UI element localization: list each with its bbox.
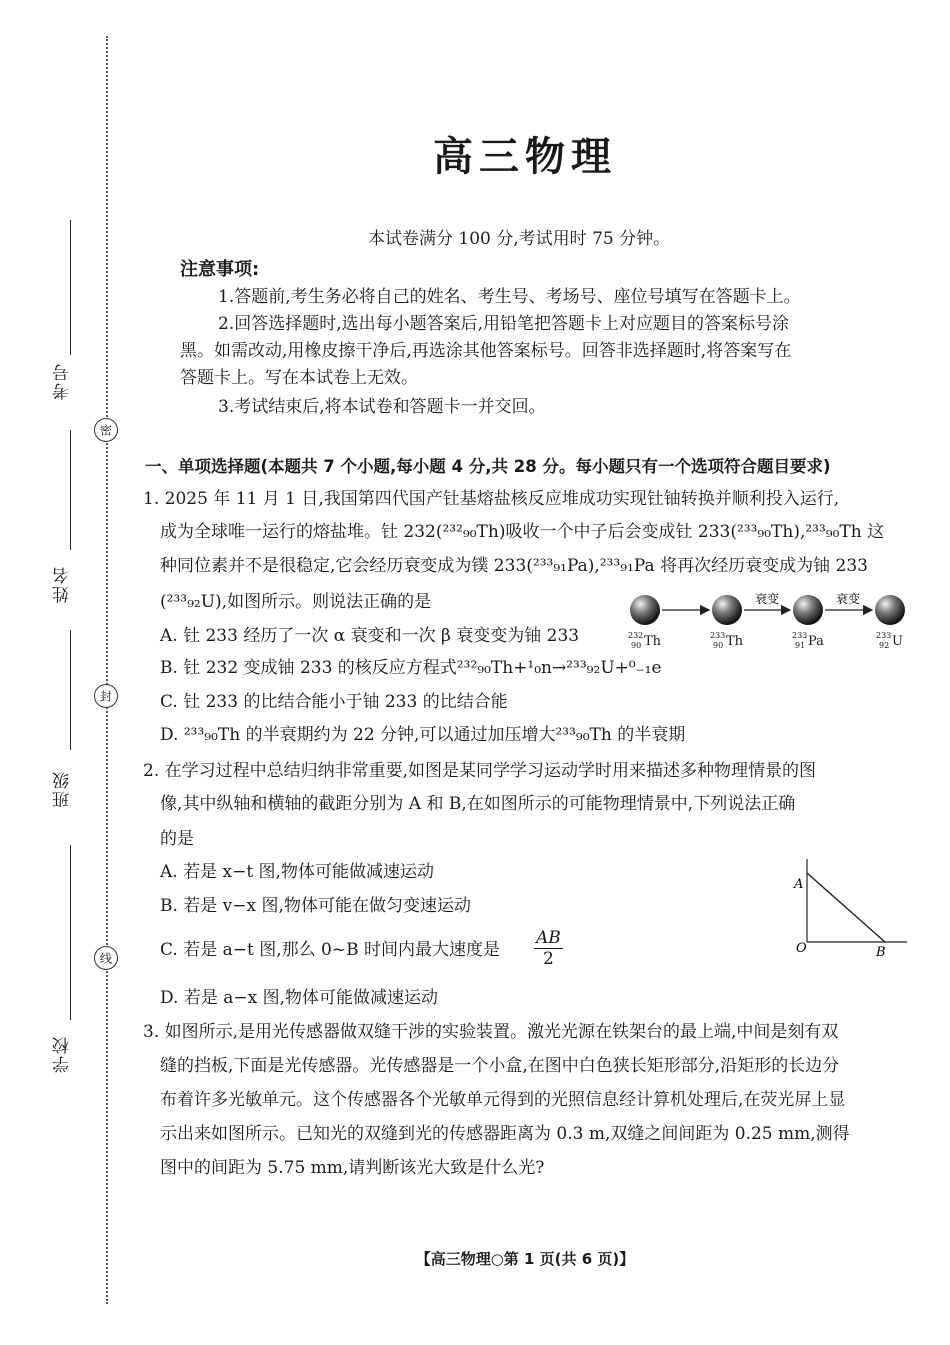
q2-line: 2. 在学习过程中总结归纳非常重要,如图是某同学学习运动学时用来描述多种物理情景的图 (143, 761, 817, 781)
fraction-denominator: 2 (542, 949, 554, 969)
nuclide-mass: 233 (876, 631, 892, 640)
q1-line: 成为全球唯一运行的熔盐堆。钍 232(²³²₉₀Th)吸收一个中子后会变成钍 233(²³³₉₀Th),²³³₉₀Th 这 (160, 522, 885, 542)
q1-line: 1. 2025 年 11 月 1 日,我国第四代国产钍基熔盐核反应堆成功实现钍铀转换并顺利投入运行, (143, 489, 840, 509)
page-footer: 【高三物理○第 1 页(共 6 页)】 (415, 1250, 635, 1268)
seal-feng: 封 (94, 684, 118, 708)
notice-line: 答题卡上。写在本试卷上无效。 (180, 368, 418, 388)
nuclide-z: 91 (795, 641, 806, 650)
class-line (70, 630, 71, 750)
origin-label: O (796, 941, 807, 956)
nuclide-mass: 233 (792, 631, 808, 640)
nuclide-symbol: U (892, 634, 903, 649)
exam-intro: 本试卷满分 100 分,考试用时 75 分钟。 (368, 229, 671, 249)
notice-line: 1.答题前,考生务必将自己的姓名、考生号、考场号、座位号填写在答题卡上。 (218, 287, 801, 307)
intercept-graph (790, 855, 910, 965)
notice-line: 3.考试结束后,将本试卷和答题卡一并交回。 (218, 397, 546, 417)
x-intercept-label: B (876, 945, 886, 960)
binding-margin (0, 0, 120, 1345)
nuclide-z: 92 (879, 641, 890, 650)
name-line (70, 430, 71, 550)
q2-option-d: D. 若是 a−x 图,物体可能做减速运动 (160, 988, 439, 1008)
nuclide-symbol: Pa (808, 634, 824, 649)
y-intercept-label: A (794, 877, 804, 892)
q3-line: 3. 如图所示,是用光传感器做双缝干涉的实验装置。激光光源在铁架台的最上端,中间是刻有双 (143, 1022, 839, 1042)
nucleus-pa233 (793, 595, 823, 625)
q2-option-c: C. 若是 a−t 图,那么 0~B 时间内最大速度是 (160, 940, 500, 960)
binding-dotted-line (106, 36, 108, 1304)
q2-line: 像,其中纵轴和横轴的截距分别为 A 和 B,在如图所示的可能物理情景中,下列说法正确 (160, 794, 796, 814)
label-class: 班级 (53, 770, 73, 808)
exam-title: 高三物理 (433, 134, 617, 180)
nuclide-mass: 233 (710, 631, 726, 640)
school-line (70, 845, 71, 1020)
q3-line: 缝的挡板,下面是光传感器。光传感器是一个小盒,在图中白色狭长矩形部分,沿矩形的长边分 (160, 1056, 840, 1076)
q1-option-c: C. 钍 233 的比结合能小于铀 233 的比结合能 (160, 692, 508, 712)
notice-line: 黑。如需改动,用橡皮擦干净后,再选涂其他答案标号。回答非选择题时,将答案写在 (180, 341, 792, 361)
nuclide-symbol: Th (726, 634, 744, 649)
nucleus-th233 (712, 595, 742, 625)
q3-line: 示出来如图所示。已知光的双缝到光的传感器距离为 0.3 m,双缝之间间距为 0.25 mm,测得 (160, 1124, 850, 1144)
arrow-label: 衰变 (835, 592, 861, 606)
nuclide-symbol: Th (644, 634, 662, 649)
label-school: 学校 (53, 1035, 73, 1073)
q1-option-b: B. 钍 232 变成铀 233 的核反应方程式²³²₉₀Th+¹₀n→²³³₉₂U+⁰₋₁e (160, 658, 662, 678)
graph-line (807, 873, 885, 942)
notice-line: 2.回答选择题时,选出每小题答案后,用铅笔把答题卡上对应题目的答案标号涂 (218, 314, 790, 334)
label-kaohao: 考号 (53, 362, 73, 400)
notice-heading: 注意事项: (180, 259, 260, 280)
q1-option-d: D. ²³³₉₀Th 的半衰期约为 22 分钟,可以通过加压增大²³³₉₀Th 的半衰期 (160, 725, 686, 745)
seal-mi: 密 (94, 418, 118, 442)
label-name: 姓名 (53, 565, 73, 603)
q3-line: 图中的间距为 5.75 mm,请判断该光大致是什么光? (160, 1158, 545, 1178)
q2-option-b: B. 若是 v−x 图,物体可能在做匀变速运动 (160, 896, 471, 916)
q3-line: 布着许多光敏单元。这个传感器各个光敏单元得到的光照信息经计算机处理后,在荧光屏上显 (160, 1090, 846, 1110)
fraction-numerator: AB (536, 928, 561, 948)
kaohao-line (70, 220, 71, 355)
q2-option-a: A. 若是 x−t 图,物体可能做减速运动 (160, 862, 434, 882)
q2-line: 的是 (160, 829, 194, 849)
seal-xian: 线 (94, 946, 118, 970)
arrow-label: 衰变 (754, 592, 780, 606)
q1-line: 种同位素并不是很稳定,它会经历衰变成为镤 233(²³³₉₁Pa),²³³₉₁Pa 将再次经历衰变成为铀 233 (160, 556, 868, 576)
decay-diagram (620, 585, 920, 655)
section-heading: 一、单项选择题(本题共 7 个小题,每小题 4 分,共 28 分。每小题只有一个选项符合题目要求) (145, 457, 831, 476)
nuclide-z: 90 (713, 641, 724, 650)
nucleus-u233 (875, 595, 905, 625)
nucleus-th232 (630, 595, 660, 625)
q1-option-a: A. 钍 233 经历了一次 α 衰变和一次 β 衰变变为铀 233 (160, 626, 580, 646)
nuclide-mass: 232 (628, 631, 644, 640)
fraction-ab-over-2 (534, 928, 563, 969)
q1-line: (²³³₉₂U),如图所示。则说法正确的是 (160, 592, 432, 612)
nuclide-z: 90 (631, 641, 642, 650)
